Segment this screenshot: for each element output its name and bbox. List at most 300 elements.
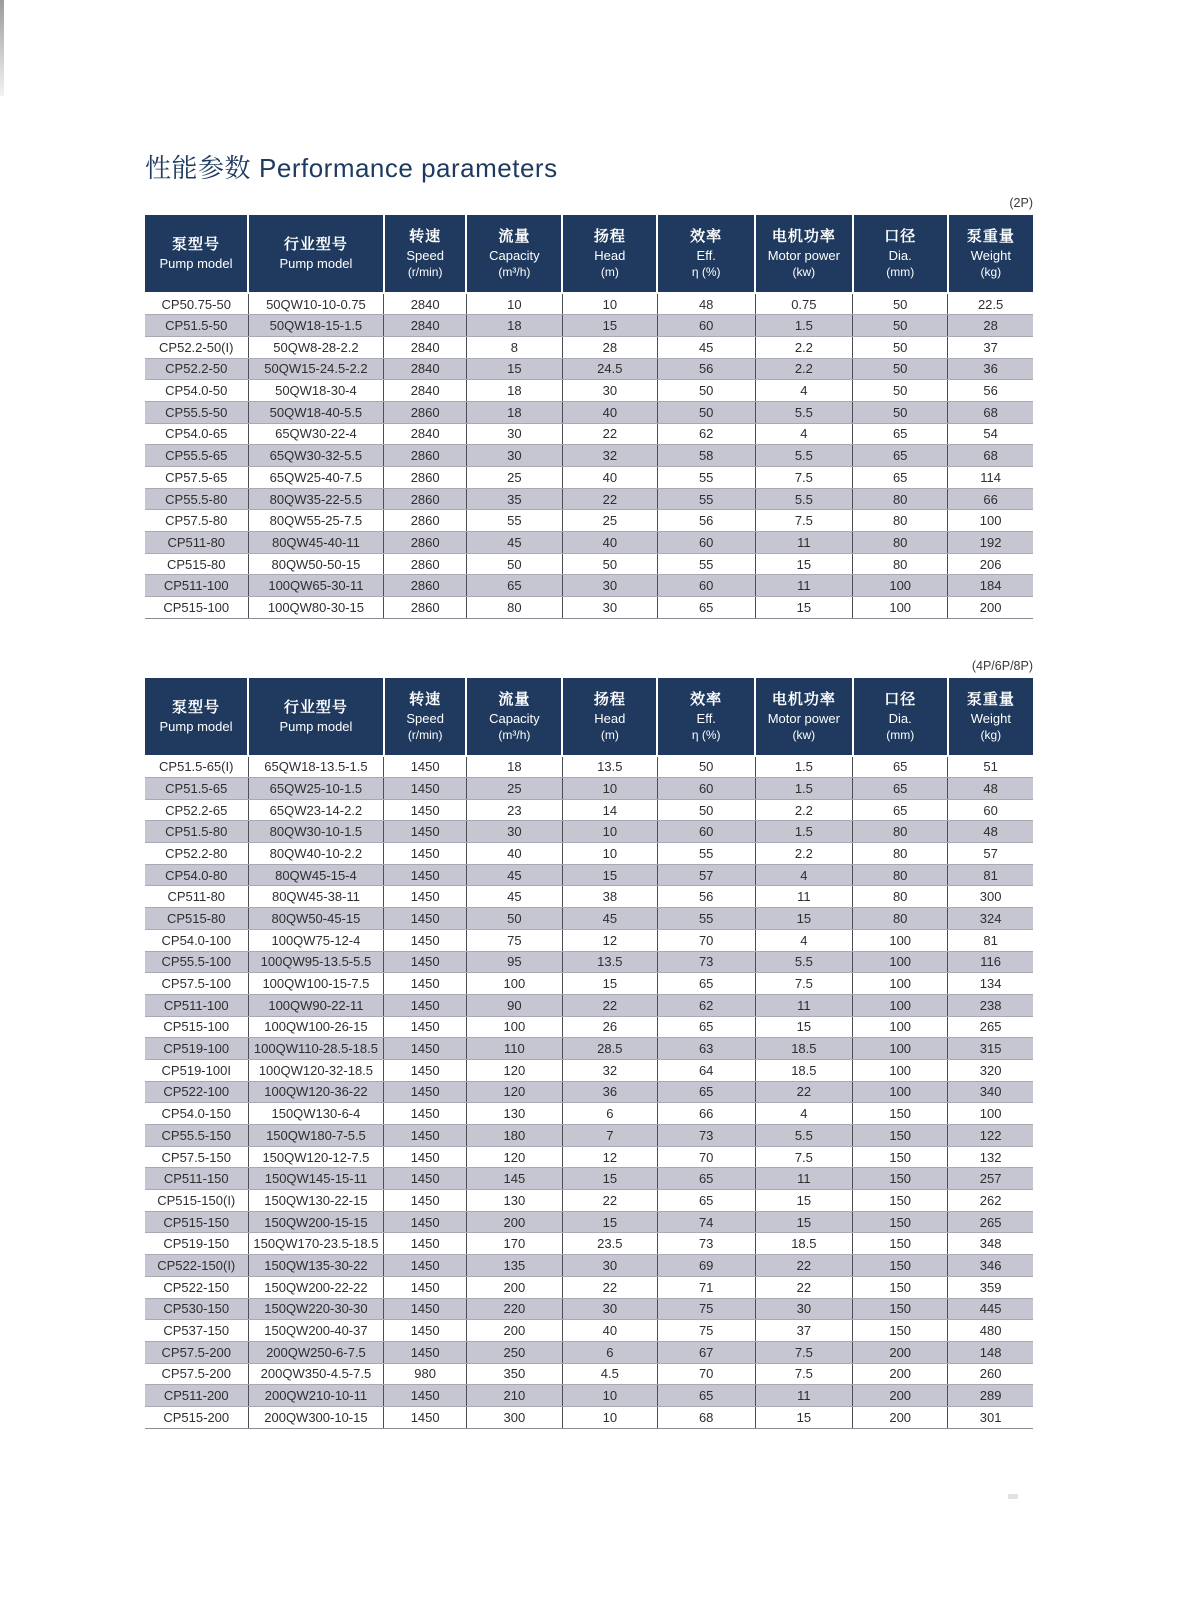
table-cell: 90 xyxy=(466,994,562,1016)
table-cell: 1450 xyxy=(384,1038,467,1060)
table-cell: CP522-150(I) xyxy=(145,1255,248,1277)
page-title xyxy=(145,150,1033,186)
table-cell: 1450 xyxy=(384,799,467,821)
table-cell: 28 xyxy=(948,315,1033,337)
column-header xyxy=(853,215,948,293)
table-cell: 134 xyxy=(948,973,1033,995)
column-header xyxy=(248,678,384,756)
table-cell: 150QW180-7-5.5 xyxy=(248,1125,384,1147)
table-cell: 45 xyxy=(466,886,562,908)
column-header-unit: (mm) xyxy=(886,265,915,279)
table-cell: 69 xyxy=(657,1255,755,1277)
table-cell: 22 xyxy=(562,423,657,445)
table-cell: 8 xyxy=(466,336,562,358)
table-cell: 238 xyxy=(948,994,1033,1016)
table-cell: 40 xyxy=(562,401,657,423)
table-cell: CP57.5-65 xyxy=(145,467,248,489)
column-header xyxy=(755,215,853,293)
table-cell: 346 xyxy=(948,1255,1033,1277)
table-cell: CP57.5-80 xyxy=(145,510,248,532)
table-cell: 150 xyxy=(853,1276,948,1298)
table-cell: 132 xyxy=(948,1146,1033,1168)
table-cell: 100 xyxy=(853,575,948,597)
column-header-chinese: 转速 xyxy=(409,228,442,245)
table-cell: 65 xyxy=(853,423,948,445)
table-row xyxy=(145,1406,1033,1428)
table-cell: 65 xyxy=(853,445,948,467)
table-cell: 12 xyxy=(562,929,657,951)
table-cell: 262 xyxy=(948,1190,1033,1212)
table-cell: 50 xyxy=(657,380,755,402)
table-cell: 1450 xyxy=(384,1059,467,1081)
column-header-chinese: 转速 xyxy=(409,690,442,708)
table-cell: 65 xyxy=(657,1385,755,1407)
table-cell: 150QW220-30-30 xyxy=(248,1298,384,1320)
column-header-chinese: 行业型号 xyxy=(283,236,348,253)
table-cell: CP52.2-50 xyxy=(145,358,248,380)
table-cell: 50 xyxy=(853,401,948,423)
table-cell: CP519-100I xyxy=(145,1059,248,1081)
column-header-chinese: 流量 xyxy=(498,690,531,708)
table-cell: 75 xyxy=(657,1320,755,1342)
table-row xyxy=(145,510,1033,532)
column-header-chinese: 效率 xyxy=(690,228,723,245)
table-cell: 100 xyxy=(948,510,1033,532)
table-cell: 6 xyxy=(562,1341,657,1363)
table-row xyxy=(145,358,1033,380)
table-cell: 25 xyxy=(466,467,562,489)
table-cell: 18.5 xyxy=(755,1059,853,1081)
table-cell: 1450 xyxy=(384,1016,467,1038)
table-cell: 22.5 xyxy=(948,293,1033,315)
table-cell: 60 xyxy=(657,575,755,597)
table-cell: 12 xyxy=(562,1146,657,1168)
table-cell: 81 xyxy=(948,929,1033,951)
table-row xyxy=(145,864,1033,886)
table-cell: 2.2 xyxy=(755,799,853,821)
table-cell: 13.5 xyxy=(562,951,657,973)
column-header-english: Speed xyxy=(406,710,444,726)
table-cell: 15 xyxy=(562,1168,657,1190)
table-cell: 7.5 xyxy=(755,1341,853,1363)
table-cell: CP515-200 xyxy=(145,1406,248,1428)
column-header xyxy=(948,215,1033,293)
table-row xyxy=(145,843,1033,865)
table-row xyxy=(145,1211,1033,1233)
table-cell: 56 xyxy=(657,510,755,532)
column-header-unit: η (%) xyxy=(691,727,721,742)
column-header xyxy=(384,215,467,293)
table-cell: 30 xyxy=(466,821,562,843)
table-cell: 57 xyxy=(657,864,755,886)
table-cell: 60 xyxy=(948,799,1033,821)
table-cell: CP51.5-65(I) xyxy=(145,756,248,778)
table-cell: 18 xyxy=(466,756,562,778)
table-cell: 150QW135-30-22 xyxy=(248,1255,384,1277)
table-cell: 48 xyxy=(948,821,1033,843)
table-cell: 2860 xyxy=(384,553,467,575)
table-cell: 2860 xyxy=(384,445,467,467)
table-cell: 50 xyxy=(466,553,562,575)
table-row xyxy=(145,908,1033,930)
column-header-chinese: 泵型号 xyxy=(171,698,220,716)
column-header-unit: (m) xyxy=(600,727,619,742)
table-cell: 100 xyxy=(853,1016,948,1038)
table-cell: CP52.2-50(I) xyxy=(145,336,248,358)
table-cell: 25 xyxy=(562,510,657,532)
table-cell: 80QW45-15-4 xyxy=(248,864,384,886)
table-cell: 32 xyxy=(562,445,657,467)
table-cell: 80 xyxy=(853,864,948,886)
table-cell: 80 xyxy=(853,908,948,930)
column-header-english: Weight xyxy=(970,710,1011,726)
table-cell: CP57.5-200 xyxy=(145,1363,248,1385)
table-cell: 1450 xyxy=(384,908,467,930)
table-cell: 65 xyxy=(657,1081,755,1103)
table-cell: 15 xyxy=(466,358,562,380)
table-cell: 66 xyxy=(948,488,1033,510)
table-cell: 359 xyxy=(948,1276,1033,1298)
table-cell: 68 xyxy=(948,401,1033,423)
table-cell: 100QW90-22-11 xyxy=(248,994,384,1016)
table-cell: 65 xyxy=(853,756,948,778)
table-cell: 200 xyxy=(853,1385,948,1407)
table-cell: 100 xyxy=(853,1038,948,1060)
table-cell: 200 xyxy=(853,1406,948,1428)
table-cell: CP55.5-100 xyxy=(145,951,248,973)
table-cell: 4.5 xyxy=(562,1363,657,1385)
table-cell: CP515-80 xyxy=(145,553,248,575)
column-header-unit: (r/min) xyxy=(407,265,443,279)
table-cell: 150 xyxy=(853,1320,948,1342)
table-row xyxy=(145,1190,1033,1212)
table-cell: 10 xyxy=(466,293,562,315)
table-cell: 15 xyxy=(755,597,853,619)
table-cell: 18 xyxy=(466,380,562,402)
table-cell: 65QW18-13.5-1.5 xyxy=(248,756,384,778)
table-cell: 45 xyxy=(466,532,562,554)
table-cell: 150 xyxy=(853,1146,948,1168)
column-header-unit: (kw) xyxy=(792,265,816,279)
table-cell: 135 xyxy=(466,1255,562,1277)
table-row xyxy=(145,336,1033,358)
table-cell: 10 xyxy=(562,1406,657,1428)
table-cell: 10 xyxy=(562,293,657,315)
table-cell: 2.2 xyxy=(755,336,853,358)
table-cell: 35 xyxy=(466,488,562,510)
table-cell: 300 xyxy=(466,1406,562,1428)
table-row xyxy=(145,1233,1033,1255)
table-cell: 62 xyxy=(657,994,755,1016)
table-cell: 1450 xyxy=(384,994,467,1016)
table-row xyxy=(145,799,1033,821)
table-cell: 80 xyxy=(853,843,948,865)
table-cell: CP55.5-65 xyxy=(145,445,248,467)
column-header-english: Eff. xyxy=(696,710,716,726)
table-cell: 65 xyxy=(657,1016,755,1038)
table-cell: 348 xyxy=(948,1233,1033,1255)
table-cell: 480 xyxy=(948,1320,1033,1342)
table-row xyxy=(145,1016,1033,1038)
table-cell: 22 xyxy=(562,994,657,1016)
table-cell: 2.2 xyxy=(755,843,853,865)
table-cell: 56 xyxy=(657,358,755,380)
table-cell: 60 xyxy=(657,532,755,554)
table-cell: 40 xyxy=(562,532,657,554)
table-cell: 18 xyxy=(466,401,562,423)
table-cell: 18 xyxy=(466,315,562,337)
table-cell: 4 xyxy=(755,423,853,445)
table-cell: 50 xyxy=(853,380,948,402)
table-cell: CP51.5-65 xyxy=(145,778,248,800)
table-cell: 130 xyxy=(466,1103,562,1125)
table-cell: 15 xyxy=(562,1211,657,1233)
table-cell: 48 xyxy=(948,778,1033,800)
table-cell: 7.5 xyxy=(755,467,853,489)
table-cell: 100QW80-30-15 xyxy=(248,597,384,619)
table-cell: 1.5 xyxy=(755,821,853,843)
column-header-unit: (kg) xyxy=(980,265,1002,279)
table-cell: 100 xyxy=(853,1059,948,1081)
table-cell: 150QW130-6-4 xyxy=(248,1103,384,1125)
table-cell: CP55.5-50 xyxy=(145,401,248,423)
table-cell: 150QW130-22-15 xyxy=(248,1190,384,1212)
table-cell: 30 xyxy=(562,597,657,619)
table-cell: 65 xyxy=(466,575,562,597)
column-header-english: Dia. xyxy=(888,248,912,263)
table-cell: 6 xyxy=(562,1103,657,1125)
table-cell: 100 xyxy=(853,929,948,951)
table-cell: 1.5 xyxy=(755,756,853,778)
table-cell: CP511-200 xyxy=(145,1385,248,1407)
table-cell: 38 xyxy=(562,886,657,908)
table-cell: 1450 xyxy=(384,1081,467,1103)
column-header-chinese: 电机功率 xyxy=(771,228,836,245)
table-cell: 73 xyxy=(657,1125,755,1147)
column-header-chinese: 流量 xyxy=(498,228,531,245)
table-cell: 25 xyxy=(466,778,562,800)
table-cell: 260 xyxy=(948,1363,1033,1385)
table-cell: 200QW250-6-7.5 xyxy=(248,1341,384,1363)
performance-table-2p xyxy=(145,215,1033,619)
table-cell: 100 xyxy=(466,973,562,995)
table-cell: CP522-100 xyxy=(145,1081,248,1103)
column-header xyxy=(657,678,755,756)
table-cell: 36 xyxy=(562,1081,657,1103)
table-row xyxy=(145,467,1033,489)
column-header-english: Weight xyxy=(970,248,1011,263)
table-cell: 15 xyxy=(755,553,853,575)
table-cell: 200 xyxy=(853,1341,948,1363)
table-cell: 14 xyxy=(562,799,657,821)
table-cell: CP511-150 xyxy=(145,1168,248,1190)
table-cell: 1450 xyxy=(384,1406,467,1428)
table-cell: CP515-100 xyxy=(145,597,248,619)
faint-page-mark xyxy=(1008,1494,1018,1499)
column-header-unit: (mm) xyxy=(886,727,915,742)
table-cell: 1450 xyxy=(384,951,467,973)
table-cell: 75 xyxy=(657,1298,755,1320)
table-cell: 22 xyxy=(755,1276,853,1298)
table-cell: 30 xyxy=(466,423,562,445)
table-cell: 15 xyxy=(562,864,657,886)
table-cell: 150 xyxy=(853,1211,948,1233)
header-row xyxy=(145,678,1033,756)
table-cell: 65 xyxy=(657,973,755,995)
table-row xyxy=(145,994,1033,1016)
table-row xyxy=(145,1125,1033,1147)
table-cell: 7.5 xyxy=(755,1363,853,1385)
table-cell: 13.5 xyxy=(562,756,657,778)
table-cell: 80QW45-38-11 xyxy=(248,886,384,908)
table-cell: 28 xyxy=(562,336,657,358)
table-cell: 11 xyxy=(755,886,853,908)
table-cell: 320 xyxy=(948,1059,1033,1081)
column-header-english: Pump model xyxy=(279,718,353,734)
table-cell: 116 xyxy=(948,951,1033,973)
column-header-english: Pump model xyxy=(279,256,353,271)
table-cell: 65QW30-32-5.5 xyxy=(248,445,384,467)
table-cell: 66 xyxy=(657,1103,755,1125)
table-row xyxy=(145,445,1033,467)
table-cell: 1450 xyxy=(384,1211,467,1233)
table-cell: 73 xyxy=(657,1233,755,1255)
table-row xyxy=(145,1146,1033,1168)
table-cell: 56 xyxy=(948,380,1033,402)
column-header-chinese: 泵重量 xyxy=(966,228,1015,245)
table-cell: 55 xyxy=(657,843,755,865)
table-cell: 80 xyxy=(466,597,562,619)
column-header-english: Capacity xyxy=(489,248,540,263)
table-tag-2p: (2P) xyxy=(1009,196,1033,210)
table-cell: 150 xyxy=(853,1190,948,1212)
column-header-unit: η (%) xyxy=(691,265,721,279)
column-header xyxy=(853,678,948,756)
table-cell: 51 xyxy=(948,756,1033,778)
table-cell: 0.75 xyxy=(755,293,853,315)
column-header-unit: (kg) xyxy=(980,727,1002,742)
table-cell: 2860 xyxy=(384,575,467,597)
table-cell: 100 xyxy=(853,973,948,995)
table-cell: 150QW120-12-7.5 xyxy=(248,1146,384,1168)
table-cell: 7.5 xyxy=(755,1146,853,1168)
table-cell: 100 xyxy=(853,951,948,973)
table-tag-4p6p8p: (4P/6P/8P) xyxy=(971,658,1033,673)
table-cell: 170 xyxy=(466,1233,562,1255)
table-row xyxy=(145,1298,1033,1320)
table-cell: 122 xyxy=(948,1125,1033,1147)
table-cell: 50 xyxy=(657,756,755,778)
table-cell: 15 xyxy=(755,1190,853,1212)
table-cell: 80QW55-25-7.5 xyxy=(248,510,384,532)
table-cell: 2840 xyxy=(384,336,467,358)
table-row xyxy=(145,532,1033,554)
table-cell: 100 xyxy=(853,1081,948,1103)
table-row xyxy=(145,973,1033,995)
table-cell: 2860 xyxy=(384,488,467,510)
table-cell: 130 xyxy=(466,1190,562,1212)
table-cell: 1450 xyxy=(384,1125,467,1147)
table-cell: 55 xyxy=(466,510,562,532)
table-cell: 40 xyxy=(562,467,657,489)
table-cell: 1450 xyxy=(384,1190,467,1212)
table-cell: 184 xyxy=(948,575,1033,597)
table-cell: 10 xyxy=(562,1385,657,1407)
table-row xyxy=(145,1385,1033,1407)
table-cell: 100 xyxy=(853,994,948,1016)
table-cell: CP57.5-100 xyxy=(145,973,248,995)
table-cell: CP54.0-50 xyxy=(145,380,248,402)
table-cell: 60 xyxy=(657,315,755,337)
table-cell: 4 xyxy=(755,864,853,886)
table-cell: 192 xyxy=(948,532,1033,554)
table-cell: 28.5 xyxy=(562,1038,657,1060)
table-cell: 55 xyxy=(657,553,755,575)
table-cell: 289 xyxy=(948,1385,1033,1407)
table-cell: 150 xyxy=(853,1103,948,1125)
table-cell: CP522-150 xyxy=(145,1276,248,1298)
column-header-english: Motor power xyxy=(767,710,840,726)
table-row xyxy=(145,1341,1033,1363)
column-header-chinese: 扬程 xyxy=(593,690,626,708)
column-header-english: Pump model xyxy=(159,718,233,734)
table-cell: 80QW30-10-1.5 xyxy=(248,821,384,843)
table-cell: 1450 xyxy=(384,973,467,995)
table-cell: 11 xyxy=(755,1168,853,1190)
table-cell: 150 xyxy=(853,1298,948,1320)
column-header xyxy=(466,215,562,293)
table-cell: 7 xyxy=(562,1125,657,1147)
table-cell: 120 xyxy=(466,1059,562,1081)
table-cell: 300 xyxy=(948,886,1033,908)
table-cell: 60 xyxy=(657,778,755,800)
table-cell: 100QW100-26-15 xyxy=(248,1016,384,1038)
column-header-english: Head xyxy=(594,710,626,726)
table-cell: 150QW145-15-11 xyxy=(248,1168,384,1190)
table-cell: 30 xyxy=(562,1298,657,1320)
table-cell: 11 xyxy=(755,994,853,1016)
table-cell: 1.5 xyxy=(755,315,853,337)
column-header-unit: (kw) xyxy=(792,727,816,742)
table-cell: 50 xyxy=(466,908,562,930)
table-cell: 40 xyxy=(466,843,562,865)
table-row xyxy=(145,951,1033,973)
table-row xyxy=(145,929,1033,951)
column-header xyxy=(384,678,467,756)
table-cell: 206 xyxy=(948,553,1033,575)
table-cell: 145 xyxy=(466,1168,562,1190)
column-header xyxy=(145,215,248,293)
table-cell: CP55.5-80 xyxy=(145,488,248,510)
table-cell: 1450 xyxy=(384,1168,467,1190)
table-row xyxy=(145,1059,1033,1081)
table-row xyxy=(145,423,1033,445)
column-header-unit: (m³/h) xyxy=(498,727,531,742)
column-header-chinese: 泵重量 xyxy=(966,690,1015,708)
table-row xyxy=(145,380,1033,402)
table-cell: CP537-150 xyxy=(145,1320,248,1342)
table-cell: 65 xyxy=(853,467,948,489)
table-row xyxy=(145,1276,1033,1298)
column-header-english: Capacity xyxy=(489,710,540,726)
table-row xyxy=(145,1081,1033,1103)
table-row xyxy=(145,756,1033,778)
table-cell: 1450 xyxy=(384,843,467,865)
page-content xyxy=(145,150,1033,1429)
table-row xyxy=(145,1255,1033,1277)
table-cell: 50QW10-10-0.75 xyxy=(248,293,384,315)
table-row xyxy=(145,1320,1033,1342)
